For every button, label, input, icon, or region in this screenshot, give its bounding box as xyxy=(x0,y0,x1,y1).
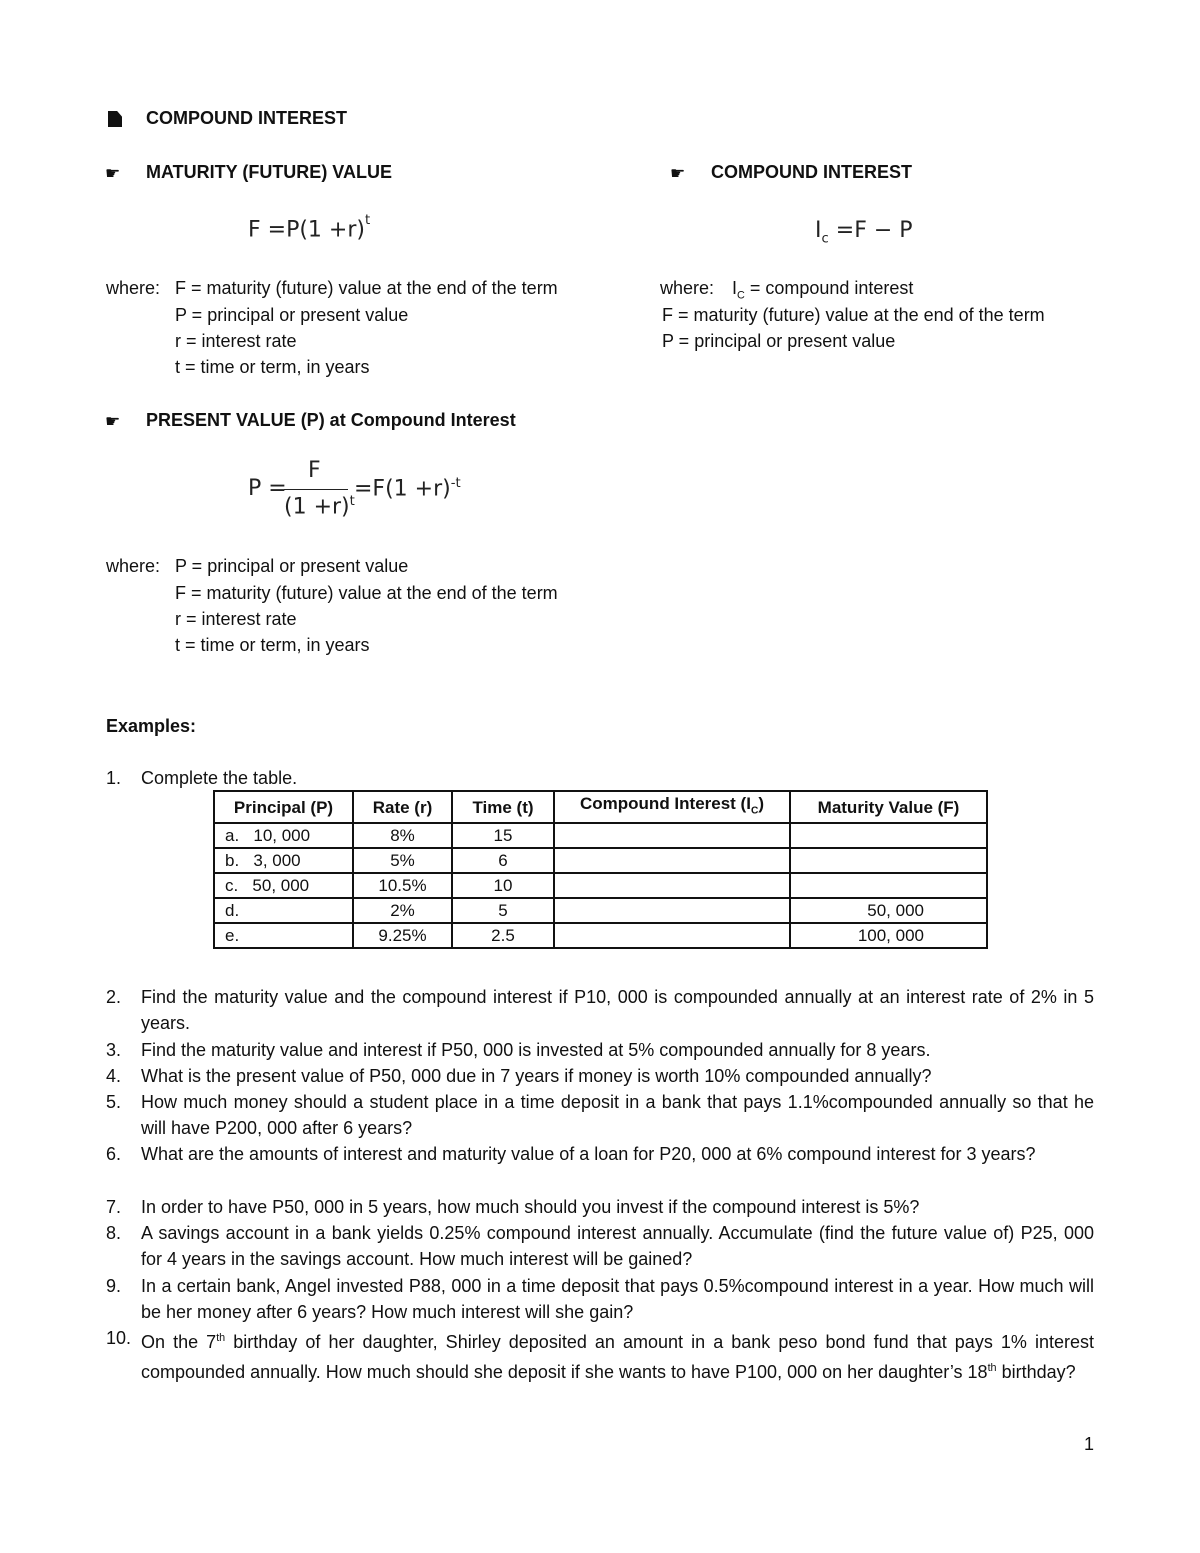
fraction-bar xyxy=(284,489,348,490)
maturity-value-cell xyxy=(790,873,987,898)
maturity-value-cell xyxy=(790,848,987,873)
question-6: 6. What are the amounts of interest and maturity value of a loan for P20, 000 at 6% compound interest for 3 years? xyxy=(106,1144,1036,1164)
header-rate: Rate (r) xyxy=(353,791,452,823)
compound-interest-cell xyxy=(554,923,790,948)
compound-interest-cell xyxy=(554,848,790,873)
present-value-heading: PRESENT VALUE (P) at Compound Interest xyxy=(146,410,516,430)
present-def-p: P = principal or present value xyxy=(175,556,409,576)
header-principal: Principal (P) xyxy=(214,791,353,823)
question-8: 8. A savings account in a bank yields 0.25% compound interest annually. Accumulate (find the future value of) P25, 000 for 4 years in the savings account. How much interest will be gained? xyxy=(106,1223,1094,1269)
principal-cell: e. xyxy=(214,923,353,948)
question-4: 4. What is the present value of P50, 000 due in 7 years if money is worth 10% compounded annually? xyxy=(106,1066,932,1086)
maturity-def-r: r = interest rate xyxy=(175,331,297,351)
question-1: 1. Complete the table. xyxy=(106,768,298,788)
time-cell: 5 xyxy=(452,898,554,923)
table-row xyxy=(214,898,987,923)
page-title: COMPOUND INTEREST xyxy=(146,108,348,128)
present-value-formula: P = F $(1 +r)^t$ $=F(1 +r)^{-t}$ xyxy=(248,458,461,520)
maturity-formula: $F =P(1 +r)^t$ xyxy=(248,213,371,243)
question-3: 3. Find the maturity value and interest if P50, 000 is invested at 5% compounded annually for 8 years. xyxy=(106,1040,931,1060)
pointing-hand-icon: ☛ xyxy=(105,164,121,183)
compound-def-p: P = principal or present value xyxy=(662,331,896,351)
compound-heading: COMPOUND INTEREST xyxy=(711,162,913,182)
pointing-hand-icon: ☛ xyxy=(105,412,121,431)
table-row xyxy=(214,873,987,898)
maturity-value-cell: 50, 000 xyxy=(790,898,987,923)
present-def-f: F = maturity (future) value at the end of the term xyxy=(175,583,558,603)
rate-cell: 10.5% xyxy=(353,873,452,898)
header-compound-interest: Compound Interest $(I_C)$ xyxy=(554,791,790,823)
compound-interest-cell xyxy=(554,823,790,848)
compound-def-f: F = maturity (future) value at the end of the term xyxy=(662,305,1045,325)
header-time: Time (t) xyxy=(452,791,554,823)
time-cell: 10 xyxy=(452,873,554,898)
table-row xyxy=(214,823,987,848)
principal-cell: b. 3, 000 xyxy=(214,848,353,873)
table-row xyxy=(214,848,987,873)
title-bullet-icon xyxy=(108,111,122,127)
maturity-heading: MATURITY (FUTURE) VALUE xyxy=(146,162,392,182)
compound-interest-table xyxy=(213,790,988,949)
compound-interest-formula: $I_c =F - P$ xyxy=(815,218,913,247)
table-row xyxy=(214,923,987,948)
header-maturity-value: Maturity Value (F) xyxy=(790,791,987,823)
maturity-where-label: where: xyxy=(106,278,161,298)
question-10: 10. On the 7th birthday of her daughter, Shirley deposited an amount in a bank peso bond fund that pays 1% interest compounded annually. How much should she deposit if she wants to have P100, 000 on her daughter’s 18th birthday? xyxy=(106,1328,1094,1382)
time-cell: 15 xyxy=(452,823,554,848)
present-def-t: t = time or term, in years xyxy=(175,635,370,655)
present-def-r: r = interest rate xyxy=(175,609,297,629)
present-value-rhs: $=F(1 +r)^{-t}$ xyxy=(354,476,461,502)
question-2: 2. Find the maturity value and the compound interest if P10, 000 is compounded annually at an interest rate of 2% in 5 years. xyxy=(106,987,1094,1033)
question-9: 9. In a certain bank, Angel invested P88, 000 in a time deposit that pays 0.5%compound interest in a year. How much will be her money after 6 years? How much interest will she gain? xyxy=(106,1276,1094,1322)
pointing-hand-icon: ☛ xyxy=(670,164,686,183)
question-5: 5. How much money should a student place in a time deposit in a bank that pays 1.1%compounded annually so that he will have P200, 000 after 6 years? xyxy=(106,1092,1094,1138)
rate-cell: 9.25% xyxy=(353,923,452,948)
maturity-value-cell: 100, 000 xyxy=(790,923,987,948)
rate-cell: 8% xyxy=(353,823,452,848)
principal-cell: a. 10, 000 xyxy=(214,823,353,848)
page-number: 1 xyxy=(1084,1434,1095,1454)
table-header-row xyxy=(214,791,987,823)
compound-def-ic: $I_C$ = compound interest xyxy=(732,278,914,302)
maturity-value-cell xyxy=(790,823,987,848)
compound-interest-cell xyxy=(554,873,790,898)
maturity-def-t: t = time or term, in years xyxy=(175,357,370,377)
present-where-label: where: xyxy=(106,556,161,576)
principal-cell: c. 50, 000 xyxy=(214,873,353,898)
time-cell: 2.5 xyxy=(452,923,554,948)
compound-interest-cell xyxy=(554,898,790,923)
rate-cell: 5% xyxy=(353,848,452,873)
compound-where-label: where: xyxy=(660,278,715,298)
present-value-denominator: $(1 +r)^t$ xyxy=(284,494,355,520)
examples-label: Examples: xyxy=(106,716,197,736)
maturity-def-f: F = maturity (future) value at the end of the term xyxy=(175,278,558,298)
rate-cell: 2% xyxy=(353,898,452,923)
question-7: 7. In order to have P50, 000 in 5 years, how much should you invest if the compound interest is 5%? xyxy=(106,1197,920,1217)
time-cell: 6 xyxy=(452,848,554,873)
principal-cell: d. xyxy=(214,898,353,923)
maturity-def-p: P = principal or present value xyxy=(175,305,409,325)
